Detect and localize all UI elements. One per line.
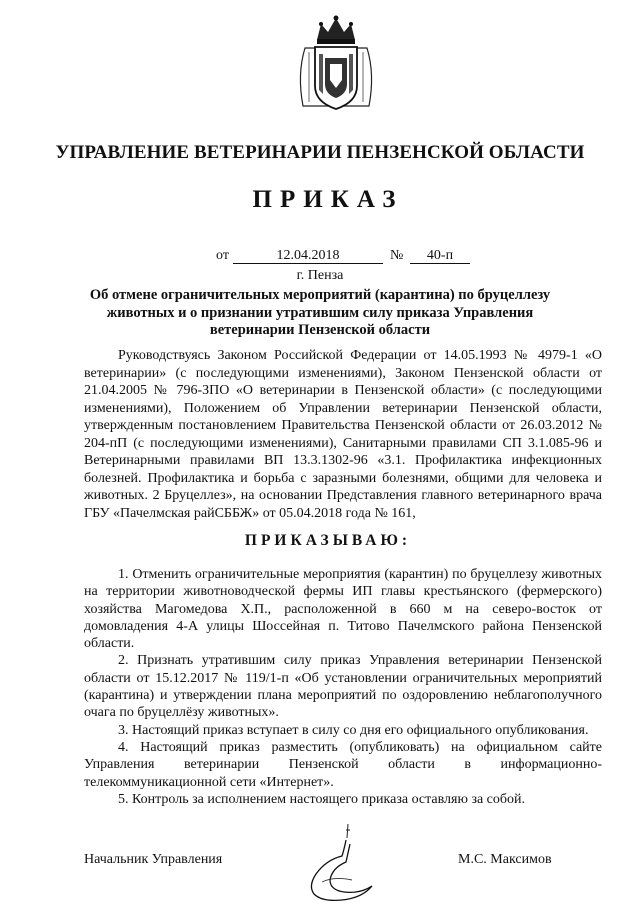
order-item-1: 1. Отменить ограничительные мероприятия (карантин) по бруцеллезу животных на территории животноводческой фермы ИП главы крестьянского (фермерского) хозяйства Магомедова Х.П., расположенной в 660 м на северо-восток от домовладения 4-А улицы Шоссейная п. Титово Пачелмского района Пензенской области.	[84, 567, 602, 652]
document-type-heading: ПРИКАЗ	[252, 186, 404, 213]
order-keyword: ПРИКАЗЫВАЮ:	[244, 532, 412, 549]
signatory-name: М.С. Максимов	[458, 852, 552, 867]
order-date: 12.04.2018	[233, 248, 383, 264]
order-number: 40-п	[410, 248, 470, 264]
order-subject: Об отмене ограничительных мероприятий (карантина) по бруцеллезу животных и о признании утратившим силу приказа Управления ветеринарии Пензенской области	[89, 287, 551, 338]
signatory-title: Начальник Управления	[84, 852, 223, 867]
preamble-paragraph: Руководствуясь Законом Российской Федерации от 14.05.1993 № 4979-1 «О ветеринарии» (с последующими изменениями), Законом Пензенской области от 21.04.2005 № 796-ЗПО «О ветеринарии в Пензенской области» (с последующими изменениями), Положением об Управлении ветеринарии Пензенской области, утвержденным постановлением Правительства Пензенской области от 26.03.2012 № 204-пП (с последующими изменениями), Санитарными правилами СП 3.1.085-96 и Ветеринарными правилами ВП 13.3.1302-96 «3.1. Профилактика инфекционных болезней. Профилактика и борьба с заразными болезнями, общими для человека и животных. 2 Бруцеллез», на основании Представления главного ветеринарного врача ГБУ «Пачелмская райСББЖ» от 05.04.2018 года № 161,	[84, 348, 602, 521]
order-items	[84, 566, 602, 808]
order-item-2: 2. Признать утратившим силу приказ Управления ветеринарии Пензенской области от 15.12.2017 № 119/1-п «Об установлении ограничительных мероприятий (карантина) и утверждении плана мероприятий по оздоровлению неблагополучного очага по бруцеллёзу животных».	[84, 653, 602, 721]
coat-of-arms-icon	[295, 14, 377, 114]
signature-icon	[300, 822, 386, 904]
number-sign: №	[390, 248, 404, 263]
city: г. Пенза	[296, 268, 344, 283]
order-item-4: 4. Настоящий приказ разместить (опубликовать) на официальном сайте Управления ветеринарии Пензенской области в информационно-телекоммуникационной сети «Интернет».	[84, 739, 602, 790]
date-prefix: от	[216, 248, 229, 263]
organization-title: УПРАВЛЕНИЕ ВЕТЕРИНАРИИ ПЕНЗЕНСКОЙ ОБЛАСТИ	[55, 142, 585, 163]
order-item-5: 5. Контроль за исполнением настоящего приказа оставляю за собой.	[118, 791, 526, 807]
order-item-3: 3. Настоящий приказ вступает в силу со дня его официального опубликования.	[118, 722, 589, 738]
